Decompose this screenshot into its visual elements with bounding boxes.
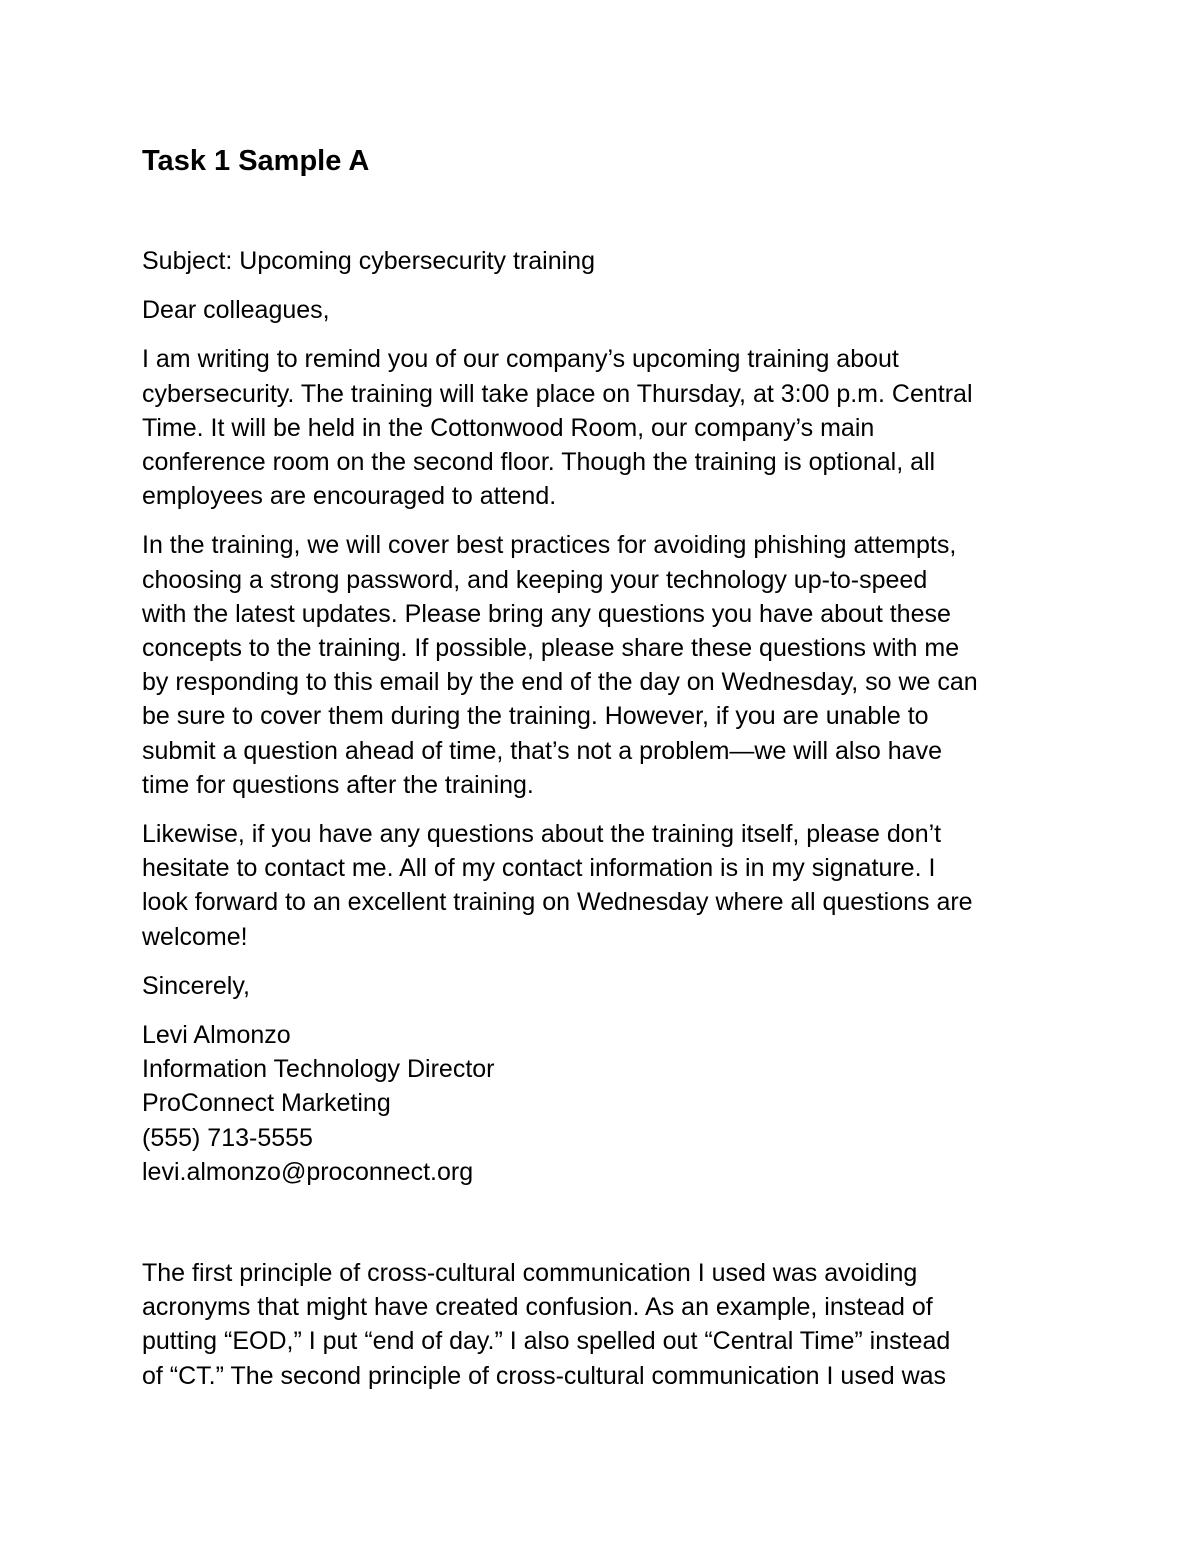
paragraph-line: with the latest updates. Please bring any questions you have about these	[142, 599, 951, 628]
signature-block	[142, 1018, 1072, 1189]
signature-phone: (555) 713-5555	[142, 1123, 313, 1152]
paragraph-line: choosing a strong password, and keeping your technology up-to-speed	[142, 565, 928, 594]
paragraph-line: concepts to the training. If possible, please share these questions with me	[142, 634, 960, 663]
paragraph-line: I am writing to remind you of our company’s upcoming training about	[142, 345, 899, 374]
paragraph-line: look forward to an excellent training on Wednesday where all questions are	[142, 888, 973, 917]
paragraph-line: cybersecurity. The training will take place on Thursday, at 3:00 p.m. Central	[142, 379, 973, 408]
email-paragraph-2	[142, 528, 1072, 802]
signature-role: Information Technology Director	[142, 1055, 495, 1084]
signature-email: levi.almonzo@proconnect.org	[142, 1157, 474, 1186]
paragraph-line: of “CT.” The second principle of cross-cultural communication I used was	[142, 1361, 947, 1390]
paragraph-line: hesitate to contact me. All of my contact information is in my signature. I	[142, 854, 936, 883]
email-paragraph-3	[142, 817, 1072, 954]
paragraph-line: submit a question ahead of time, that’s not a problem—we will also have	[142, 736, 942, 765]
paragraph-line: acronyms that might have created confusion. As an example, instead of	[142, 1293, 933, 1322]
paragraph-line: time for questions after the training.	[142, 770, 534, 799]
email-closing: Sincerely,	[142, 971, 250, 1000]
paragraph-line: Likewise, if you have any questions about the training itself, please don’t	[142, 820, 942, 849]
paragraph-line: welcome!	[142, 922, 248, 951]
paragraph-line: employees are encouraged to attend.	[142, 482, 557, 511]
document-title: Task 1 Sample A	[142, 145, 370, 177]
paragraph-line: Time. It will be held in the Cottonwood Room, our company’s main	[142, 413, 875, 442]
email-paragraph-1	[142, 342, 1072, 513]
signature-company: ProConnect Marketing	[142, 1089, 391, 1118]
email-subject: Subject: Upcoming cybersecurity training	[142, 247, 595, 275]
paragraph-line: In the training, we will cover best practices for avoiding phishing attempts,	[142, 531, 957, 560]
signature-name: Levi Almonzo	[142, 1021, 291, 1050]
paragraph-line: conference room on the second floor. Though the training is optional, all	[142, 448, 936, 477]
email-body	[142, 244, 1072, 1189]
email-greeting: Dear colleagues,	[142, 296, 330, 325]
reflection-paragraph	[142, 1256, 1072, 1393]
paragraph-line: putting “EOD,” I put “end of day.” I also spelled out “Central Time” instead	[142, 1327, 951, 1356]
paragraph-line: by responding to this email by the end of the day on Wednesday, so we can	[142, 668, 978, 697]
paragraph-line: The first principle of cross-cultural communication I used was avoiding	[142, 1259, 918, 1287]
paragraph-line: be sure to cover them during the training. However, if you are unable to	[142, 702, 929, 731]
